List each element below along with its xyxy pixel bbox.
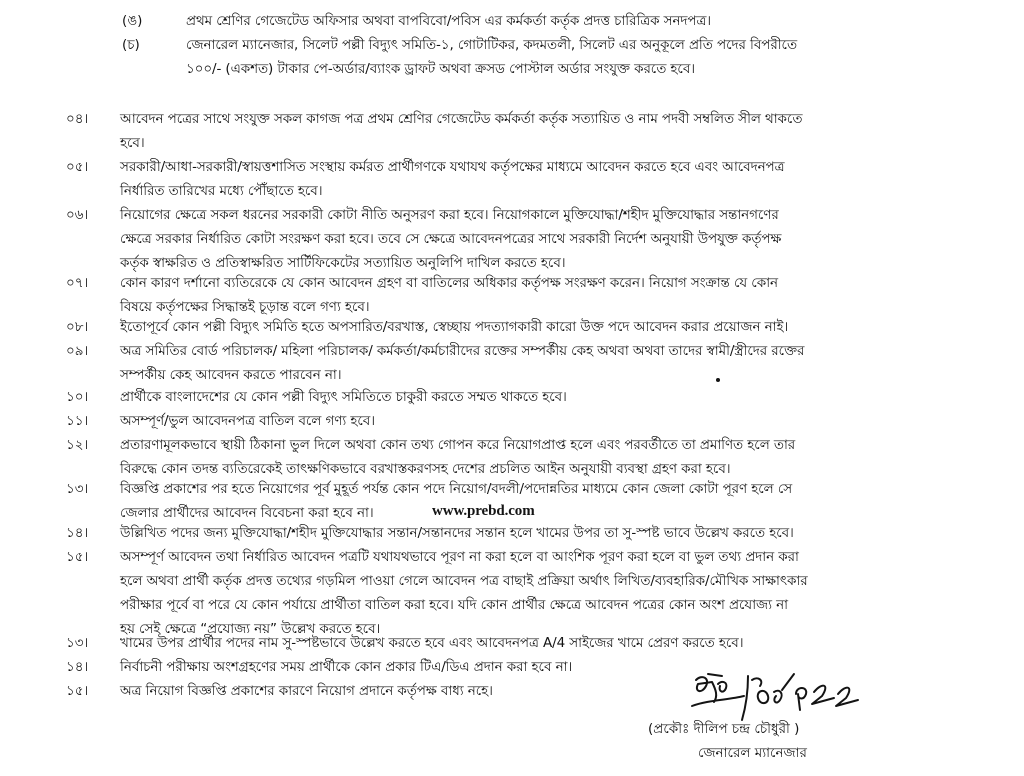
item-number: ০৭। (66, 275, 89, 291)
item-number: ১১। (66, 413, 89, 429)
item-number: ০৪। (66, 111, 89, 127)
signatory-title: জেনারেল ম্যানেজার (698, 745, 807, 761)
item-number: ১৪। (66, 525, 89, 541)
ink-dot (716, 378, 720, 382)
item-number: ০৫। (66, 159, 89, 175)
item-text: নিয়োগের ক্ষেত্রে সকল ধরনের সরকারী কোটা নীতি অনুসরণ করা হবে। নিয়োগকালে মুক্তিযোদ্ধা/শহীদ মুক্তিযোদ্ধার সন্তানগণের (120, 207, 779, 223)
item-number: ১৫। (66, 549, 89, 565)
item-number: ০৬। (66, 207, 89, 223)
sub-item-marker: (ঙ) (122, 13, 143, 29)
signatory-name: (প্রকৌঃ দীলিপ চন্দ্র চৌধুরী ) (648, 721, 800, 737)
item-text: নির্বাচনী পরীক্ষায় অংশগ্রহণের সময় প্রার্থীকে কোন প্রকার টিএ/ডিএ প্রদান করা হবে না। (120, 659, 573, 675)
item-text: অত্র সমিতির বোর্ড পরিচালক/ মহিলা পরিচালক/ কর্মকর্তা/কর্মচারীদের রক্তের সম্পর্কীয় কেহ অথবা অথবা তাদের স্বামী/স্ত্রীদের রক্তের (120, 343, 805, 359)
item-number: ১৫। (66, 683, 89, 699)
item-number: ১৪। (66, 659, 89, 675)
item-text: প্রার্থীকে বাংলাদেশের যে কোন পল্লী বিদ্যুৎ সমিতিতে চাকুরী করতে সম্মত থাকতে হবে। (120, 389, 567, 405)
item-text: হলে অথবা প্রার্থী কর্তৃক প্রদত্ত তথ্যের গড়মিল পাওয়া গেলে আবেদন পত্র বাছাই প্রক্রিয়া অর্থাৎ লিখিত/ব্যবহারিক/মৌখিক সাক্ষাৎকার (120, 573, 808, 589)
item-text: আবেদন পত্রের সাথে সংযুক্ত সকল কাগজ পত্র প্রথম শ্রেণির গেজেটেড কর্মকর্তা কর্তৃক সত্যায়িত ও নাম পদবী সম্বলিত সীল থাকতে (120, 111, 803, 127)
item-text: কর্তৃক স্বাক্ষরিত ও প্রতিস্বাক্ষরিত সার্টিফিকেটের সত্যায়িত অনুলিপি দাখিল করতে হবে। (120, 255, 566, 271)
item-text: হয় সেই ক্ষেত্রে “প্রযোজ্য নয়” উল্লেখ করতে হবে। (120, 621, 381, 637)
item-text: ইতোপূর্বে কোন পল্লী বিদ্যুৎ সমিতি হতে অপসারিত/বরখাস্ত, স্বেচ্ছায় পদত্যাগকারী কারো উক্ত পদে আবেদন করার প্রয়োজন নাই। (120, 319, 789, 335)
item-number: ১২। (66, 437, 89, 453)
item-number: ১০। (66, 389, 89, 405)
item-text: উল্লিখিত পদের জন্য মুক্তিযোদ্ধা/শহীদ মুক্তিযোদ্ধার সন্তান/সন্তানদের সন্তান হলে খামের উপর তা সু-স্পষ্ট ভাবে উল্লেখ করতে হবে। (120, 525, 794, 541)
item-text: ক্ষেত্রে সরকার নির্ধারিত কোটা সংরক্ষণ করা হবে। তবে সে ক্ষেত্রে আবেদনপত্রের সাথে সরকারী নির্দেশ অনুযায়ী উপযুক্ত কর্তৃপক্ষ (120, 231, 782, 247)
item-number: ১৩। (66, 481, 89, 497)
sub-item-text: জেনারেল ম্যানেজার, সিলেট পল্লী বিদ্যুৎ সমিতি-১, গোটাটিকর, কদমতলী, সিলেট এর অনুকূলে প্রতি পদের বিপরীতে (186, 37, 797, 53)
item-text: বিজ্ঞপ্তি প্রকাশের পর হতে নিয়োগের পূর্ব মুহূর্ত পর্যন্ত কোন পদে নিয়োগ/বদলী/পদোন্নতির মাধ্যমে কোন জেলা কোটা পূরণ হলে সে (120, 481, 793, 497)
item-text: অসম্পূর্ণ আবেদন তথা নির্ধারিত আবেদন পত্রটি যথাযথভাবে পূরণ না করা হলে বা আংশিক পূরণ করা হলে বা ভুল তথ্য প্রদান করা (120, 549, 799, 565)
item-text: হবে। (120, 135, 145, 151)
item-text: সম্পর্কীয় কেহ আবেদন করতে পারবেন না। (120, 367, 342, 383)
item-number: ০৯। (66, 343, 89, 359)
item-text: খামের উপর প্রার্থীর পদের নাম সু-স্পষ্টভাবে উল্লেখ করতে হবে এবং আবেদনপত্র A/4 সাইজের খামে প্রেরণ করতে হবে। (120, 635, 744, 651)
item-text: পরীক্ষার পূর্বে বা পরে যে কোন পর্যায়ে প্রার্থীতা বাতিল করা হবে। যদি কোন প্রার্থীর ক্ষেত্রে আবেদন পত্রের কোন অংশ প্রযোজ্য না (120, 597, 788, 613)
sub-item-text: ১০০/- (একশত) টাকার পে-অর্ডার/ব্যাংক ড্রাফট অথবা ক্রসড পোস্টাল অর্ডার সংযুক্ত করতে হবে। (186, 61, 695, 77)
item-number: ১৩। (66, 635, 89, 651)
item-text: নির্ধারিত তারিখের মধ্যে পৌঁছাতে হবে। (120, 183, 323, 199)
item-text: জেলার প্রার্থীদের আবেদন বিবেচনা করা হবে না। (120, 505, 374, 521)
item-text: প্রতারণামূলকভাবে স্থায়ী ঠিকানা ভুল দিলে অথবা কোন তথ্য গোপন করে নিয়োগপ্রাপ্ত হলে এবং পরবর্তীতে তা প্রমাণিত হলে তার (120, 437, 796, 453)
item-number: ০৮। (66, 319, 89, 335)
sub-item-marker: (চ) (122, 37, 140, 53)
item-text: অত্র নিয়োগ বিজ্ঞপ্তি প্রকাশের কারণে নিয়োগ প্রদানে কর্তৃপক্ষ বাধ্য নহে। (120, 683, 493, 699)
sub-item-text: প্রথম শ্রেণির গেজেটেড অফিসার অথবা বাপবিবো/পবিস এর কর্মকর্তা কর্তৃক প্রদত্ত চারিত্রিক সনদপত্র। (186, 13, 712, 29)
item-text: অসম্পূর্ণ/ভুল আবেদনপত্র বাতিল বলে গণ্য হবে। (120, 413, 375, 429)
item-text: বিষয়ে কর্তৃপক্ষের সিদ্ধান্তই চূড়ান্ত বলে গণ্য হবে। (120, 299, 370, 315)
item-text: সরকারী/আধা-সরকারী/স্বায়ত্তশাসিত সংস্থায় কর্মরত প্রার্থীগণকে যথাযথ কর্তৃপক্ষের মাধ্যমে আবেদন করতে হবে এবং আবেদনপত্র (120, 159, 785, 175)
item-text: বিরুদ্ধে কোন তদন্ত ব্যতিরেকেই তাৎক্ষণিকভাবে বরখাস্তকরণসহ দেশের প্রচলিত আইন অনুযায়ী ব্যবস্থা গ্রহণ করা হবে। (120, 461, 731, 477)
website-url: www.prebd.com (432, 503, 535, 519)
item-text: কোন কারণ দর্শানো ব্যতিরেকে যে কোন আবেদন গ্রহণ বা বাতিলের অধিকার কর্তৃপক্ষ সংরক্ষণ করেন। নিয়োগ সংক্রান্ত যে কোন (120, 275, 778, 291)
